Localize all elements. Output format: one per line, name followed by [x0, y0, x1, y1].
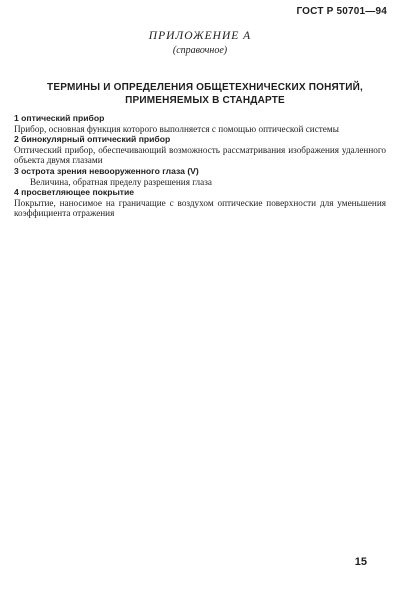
appendix-title: ПРИЛОЖЕНИЕ А [148, 30, 252, 42]
term-definition: Прибор, основная функция которого выполняется с помощью оптической системы [14, 123, 339, 134]
term-item [14, 113, 386, 134]
section-title-line: ПРИМЕНЯЕМЫХ В СТАНДАРТЕ [125, 95, 285, 106]
terms-list [14, 113, 386, 219]
section-title-line: ТЕРМИНЫ И ОПРЕДЕЛЕНИЯ ОБЩЕТЕХНИЧЕСКИХ ПОНЯТИЙ, [47, 82, 363, 93]
term-heading: 1 оптический прибор [14, 113, 105, 123]
standard-code: ГОСТ Р 50701—94 [296, 6, 387, 17]
appendix-subtitle: (справочное) [172, 45, 228, 56]
term-item [14, 134, 386, 166]
term-heading: 4 просветляющее покрытие [14, 187, 135, 198]
term-item [14, 187, 386, 219]
term-definition: Покрытие, наносимое на граничащие с воздухом оптические поверхности для уменьшения коэффициента отражения [14, 197, 386, 219]
section-title [20, 81, 390, 107]
term-heading: 3 острота зрения невооруженного глаза (V) [14, 165, 199, 176]
term-heading: 2 бинокулярный оптический прибор [14, 134, 171, 145]
term-definition: Оптический прибор, обеспечивающий возможность рассматривания изображения удаленного объекта двумя глазами [14, 144, 386, 166]
page-number: 15 [354, 556, 367, 568]
term-definition: Величина, обратная пределу разрешения глаза [30, 176, 212, 187]
term-item [14, 166, 386, 187]
